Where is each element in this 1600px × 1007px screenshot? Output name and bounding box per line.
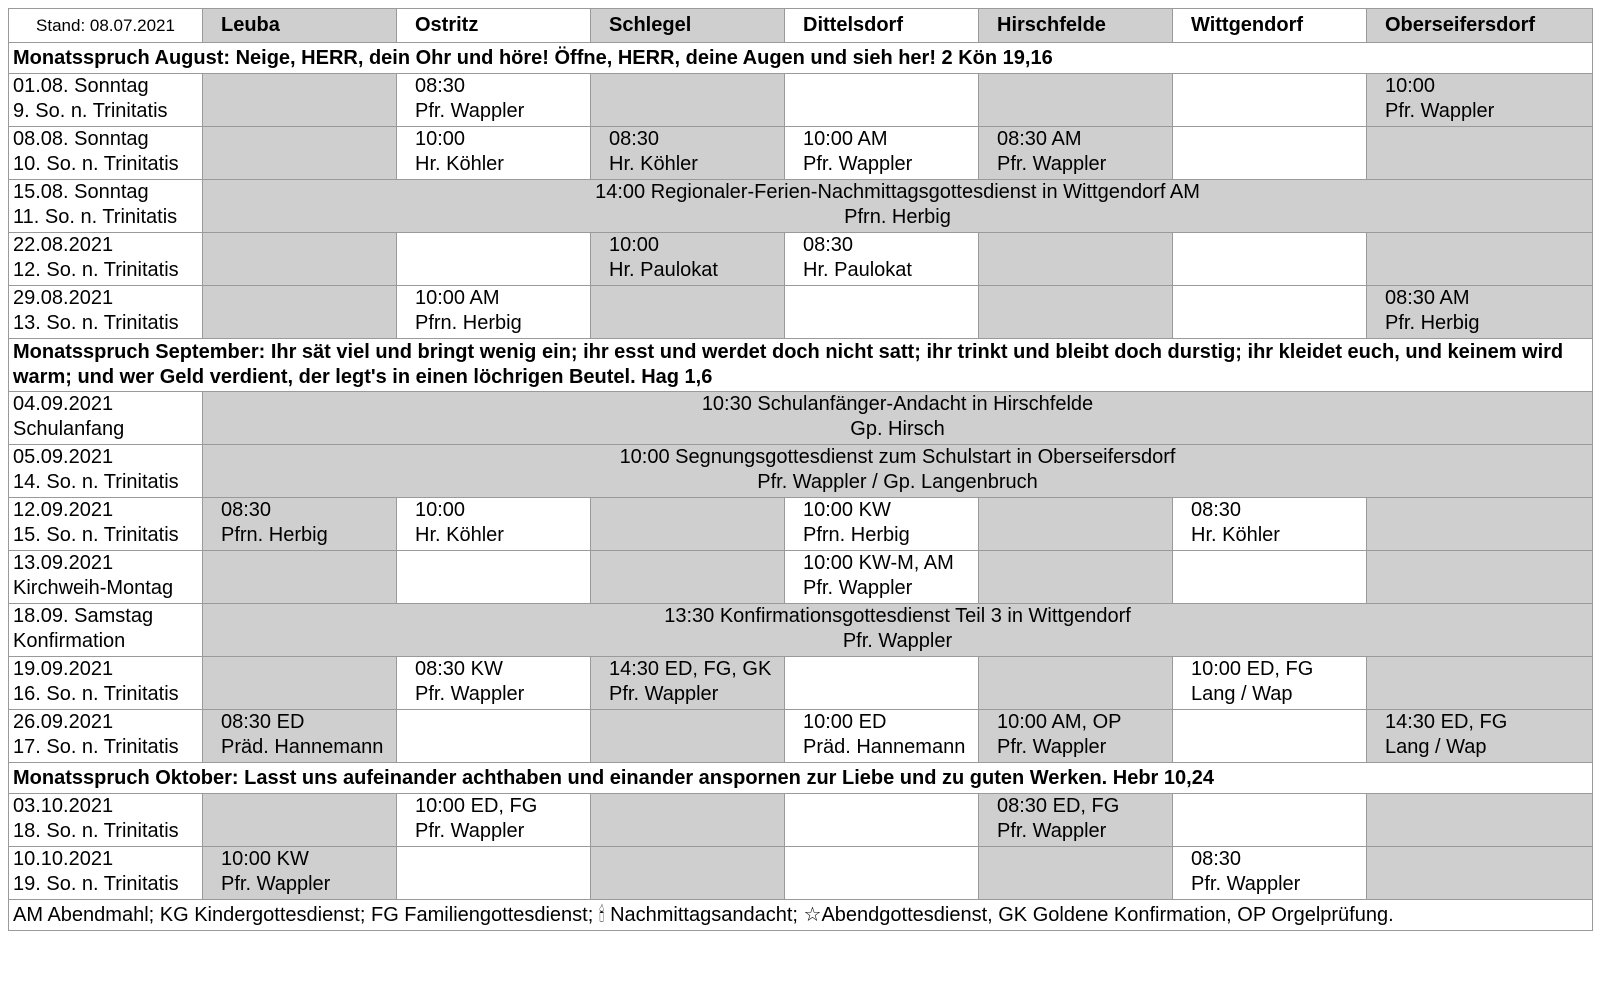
monthly-verse-row bbox=[9, 43, 1593, 74]
service-cell bbox=[785, 74, 979, 127]
preacher: Pfr. Wappler bbox=[1385, 100, 1495, 122]
service-cell bbox=[785, 657, 979, 710]
service-cell bbox=[397, 498, 591, 551]
monthly-verse-row bbox=[9, 763, 1593, 794]
service-cell bbox=[397, 710, 591, 763]
service-cell bbox=[785, 551, 979, 604]
service-cell bbox=[1367, 551, 1593, 604]
service-cell bbox=[1173, 794, 1367, 847]
service-cell bbox=[1367, 127, 1593, 180]
schedule-row bbox=[9, 710, 1593, 763]
service-cell bbox=[979, 286, 1173, 339]
preacher: Pfr. Wappler bbox=[842, 630, 953, 652]
service-cell bbox=[203, 286, 397, 339]
preacher: Präd. Hannemann bbox=[221, 736, 384, 758]
service-schedule-table bbox=[8, 8, 1593, 931]
service-time: 08:30 AM bbox=[997, 128, 1082, 150]
date-cell bbox=[9, 233, 203, 286]
schedule-document bbox=[8, 8, 1592, 931]
service-cell bbox=[203, 657, 397, 710]
service-date: 03.10.2021 bbox=[13, 795, 114, 817]
service-cell bbox=[397, 847, 591, 900]
joint-service-cell bbox=[203, 604, 1593, 657]
preacher: Pfrn. Herbig bbox=[803, 524, 910, 546]
location-header: Hirschfelde bbox=[979, 9, 1173, 43]
service-time: 10:00 bbox=[415, 128, 466, 150]
service-cell bbox=[979, 127, 1173, 180]
service-cell bbox=[203, 710, 397, 763]
service-date: 15.08. Sonntag bbox=[13, 181, 149, 203]
preacher: Pfrn. Herbig bbox=[844, 206, 951, 228]
service-cell bbox=[979, 794, 1173, 847]
service-cell bbox=[1367, 847, 1593, 900]
service-cell bbox=[979, 74, 1173, 127]
service-time: 10:00 ED, FG bbox=[415, 795, 538, 817]
preacher: Pfrn. Herbig bbox=[415, 312, 522, 334]
service-cell bbox=[203, 847, 397, 900]
liturgical-day: 14. So. n. Trinitatis bbox=[13, 471, 179, 493]
preacher: Pfr. Wappler bbox=[997, 153, 1107, 175]
joint-service-cell bbox=[203, 180, 1593, 233]
service-cell bbox=[1367, 710, 1593, 763]
service-time: 08:30 AM bbox=[1385, 287, 1470, 309]
service-cell bbox=[785, 847, 979, 900]
header-row bbox=[9, 9, 1593, 43]
service-time: 10:00 AM bbox=[415, 287, 500, 309]
liturgical-day: 19. So. n. Trinitatis bbox=[13, 873, 179, 895]
service-cell bbox=[785, 127, 979, 180]
location-header: Ostritz bbox=[397, 9, 591, 43]
service-cell bbox=[1173, 74, 1367, 127]
date-cell bbox=[9, 74, 203, 127]
joint-service-cell bbox=[203, 392, 1593, 445]
service-time: 10:00 ED bbox=[803, 711, 887, 733]
location-header: Oberseifersdorf bbox=[1367, 9, 1593, 43]
service-cell bbox=[397, 127, 591, 180]
schedule-row-joint-service bbox=[9, 180, 1593, 233]
service-cell bbox=[1173, 710, 1367, 763]
service-cell bbox=[203, 74, 397, 127]
service-cell bbox=[397, 74, 591, 127]
service-time: 10:00 bbox=[609, 234, 660, 256]
liturgical-day: 15. So. n. Trinitatis bbox=[13, 524, 179, 546]
preacher: Hr. Paulokat bbox=[609, 259, 718, 281]
service-date: 08.08. Sonntag bbox=[13, 128, 149, 150]
stand-date: Stand: 08.07.2021 bbox=[9, 9, 203, 43]
preacher: Pfr. Wappler bbox=[415, 100, 525, 122]
date-cell bbox=[9, 794, 203, 847]
monthly-verse-oktober: Monatsspruch Oktober: Lasst uns aufeinander achthaben und einander anspornen zur Liebe und zu guten Werken. Hebr 10,24 bbox=[9, 763, 1593, 794]
service-title: 14:00 Regionaler-Ferien-Nachmittagsgottesdienst in Wittgendorf AM bbox=[595, 181, 1200, 203]
service-time: 08:30 bbox=[1191, 499, 1242, 521]
service-cell bbox=[203, 551, 397, 604]
service-cell bbox=[1367, 286, 1593, 339]
service-cell bbox=[785, 286, 979, 339]
service-cell bbox=[785, 498, 979, 551]
schedule-row bbox=[9, 233, 1593, 286]
service-date: 01.08. Sonntag bbox=[13, 75, 149, 97]
service-time: 08:30 bbox=[221, 499, 272, 521]
date-cell bbox=[9, 127, 203, 180]
service-time: 10:00 bbox=[415, 499, 466, 521]
service-time: 10:00 KW-M, AM bbox=[803, 552, 954, 574]
preacher: Pfr. Wappler bbox=[415, 683, 525, 705]
location-header: Dittelsdorf bbox=[785, 9, 979, 43]
service-time: 08:30 ED bbox=[221, 711, 305, 733]
service-date: 10.10.2021 bbox=[13, 848, 114, 870]
service-date: 19.09.2021 bbox=[13, 658, 114, 680]
preacher: Pfr. Wappler bbox=[609, 683, 719, 705]
service-date: 12.09.2021 bbox=[13, 499, 114, 521]
service-cell bbox=[397, 286, 591, 339]
service-cell bbox=[979, 657, 1173, 710]
service-date: 22.08.2021 bbox=[13, 234, 114, 256]
service-title: 10:00 Segnungsgottesdienst zum Schulstart in Oberseifersdorf bbox=[619, 446, 1176, 468]
service-date: 04.09.2021 bbox=[13, 393, 114, 415]
liturgical-day: 12. So. n. Trinitatis bbox=[13, 259, 179, 281]
service-cell bbox=[1367, 794, 1593, 847]
liturgical-day: 9. So. n. Trinitatis bbox=[13, 100, 168, 122]
service-cell bbox=[591, 498, 785, 551]
service-cell bbox=[591, 847, 785, 900]
service-cell bbox=[1173, 498, 1367, 551]
service-time: 08:30 bbox=[1191, 848, 1242, 870]
service-cell bbox=[397, 551, 591, 604]
preacher: Pfr. Wappler bbox=[221, 873, 331, 895]
liturgical-day: Schulanfang bbox=[13, 418, 125, 440]
preacher: Pfr. Wappler bbox=[997, 736, 1107, 758]
date-cell bbox=[9, 551, 203, 604]
service-time: 08:30 ED, FG bbox=[997, 795, 1120, 817]
service-time: 10:00 bbox=[1385, 75, 1436, 97]
service-cell bbox=[979, 847, 1173, 900]
monthly-verse-september: Monatsspruch September: Ihr sät viel und bringt wenig ein; ihr esst und werdet doch nicht satt; ihr trinkt und bleibt doch durstig; ihr kleidet euch, und keinem wird warm; und wer Geld verdient, der legt's in einen löchrigen Beutel. Hag 1,6 bbox=[9, 339, 1593, 392]
preacher: Hr. Köhler bbox=[1191, 524, 1280, 546]
preacher: Lang / Wap bbox=[1191, 683, 1293, 705]
date-cell bbox=[9, 657, 203, 710]
liturgical-day: 11. So. n. Trinitatis bbox=[13, 206, 178, 228]
service-time: 10:00 KW bbox=[221, 848, 309, 870]
service-time: 10:00 ED, FG bbox=[1191, 658, 1314, 680]
service-time: 08:30 bbox=[803, 234, 854, 256]
service-cell bbox=[979, 498, 1173, 551]
service-date: 13.09.2021 bbox=[13, 552, 114, 574]
service-title: 10:30 Schulanfänger-Andacht in Hirschfelde bbox=[701, 393, 1094, 415]
service-cell bbox=[591, 127, 785, 180]
service-time: 08:30 bbox=[609, 128, 660, 150]
preacher: Hr. Köhler bbox=[609, 153, 698, 175]
service-cell bbox=[397, 233, 591, 286]
preacher: Hr. Köhler bbox=[415, 153, 504, 175]
joint-service-cell bbox=[203, 445, 1593, 498]
service-cell bbox=[1367, 657, 1593, 710]
liturgical-day: Konfirmation bbox=[13, 630, 126, 652]
service-cell bbox=[1367, 233, 1593, 286]
service-time: 08:30 KW bbox=[415, 658, 503, 680]
date-cell bbox=[9, 604, 203, 657]
schedule-row-joint-service bbox=[9, 392, 1593, 445]
monthly-verse-row bbox=[9, 339, 1593, 392]
preacher: Pfr. Wappler bbox=[415, 820, 525, 842]
preacher: Pfr. Wappler bbox=[997, 820, 1107, 842]
service-cell bbox=[979, 710, 1173, 763]
service-cell bbox=[1173, 127, 1367, 180]
liturgical-day: 17. So. n. Trinitatis bbox=[13, 736, 179, 758]
location-header: Schlegel bbox=[591, 9, 785, 43]
service-cell bbox=[785, 233, 979, 286]
schedule-row-joint-service bbox=[9, 604, 1593, 657]
preacher: Pfrn. Herbig bbox=[221, 524, 328, 546]
preacher: Pfr. Wappler bbox=[803, 577, 913, 599]
service-cell bbox=[979, 551, 1173, 604]
service-cell bbox=[591, 551, 785, 604]
date-cell bbox=[9, 286, 203, 339]
service-cell bbox=[397, 657, 591, 710]
service-cell bbox=[203, 127, 397, 180]
service-time: 08:30 bbox=[415, 75, 466, 97]
service-cell bbox=[1173, 657, 1367, 710]
service-cell bbox=[591, 74, 785, 127]
date-cell bbox=[9, 498, 203, 551]
preacher: Hr. Paulokat bbox=[803, 259, 912, 281]
service-time: 10:00 KW bbox=[803, 499, 891, 521]
service-cell bbox=[203, 498, 397, 551]
service-time: 14:30 ED, FG bbox=[1385, 711, 1508, 733]
service-cell bbox=[1173, 233, 1367, 286]
preacher: Pfr. Herbig bbox=[1385, 312, 1480, 334]
date-cell bbox=[9, 445, 203, 498]
schedule-row bbox=[9, 847, 1593, 900]
service-cell bbox=[591, 233, 785, 286]
service-date: 05.09.2021 bbox=[13, 446, 114, 468]
service-cell bbox=[591, 710, 785, 763]
schedule-row bbox=[9, 286, 1593, 339]
service-cell bbox=[203, 233, 397, 286]
service-date: 26.09.2021 bbox=[13, 711, 114, 733]
location-header: Leuba bbox=[203, 9, 397, 43]
legend-row bbox=[9, 900, 1593, 931]
preacher: Pfr. Wappler bbox=[1191, 873, 1301, 895]
service-cell bbox=[1367, 498, 1593, 551]
schedule-row bbox=[9, 74, 1593, 127]
service-cell bbox=[1367, 74, 1593, 127]
service-cell bbox=[591, 657, 785, 710]
liturgical-day: 16. So. n. Trinitatis bbox=[13, 683, 179, 705]
preacher: Hr. Köhler bbox=[415, 524, 504, 546]
schedule-row bbox=[9, 657, 1593, 710]
preacher: Gp. Hirsch bbox=[850, 418, 945, 440]
date-cell bbox=[9, 180, 203, 233]
service-cell bbox=[785, 794, 979, 847]
service-cell bbox=[1173, 286, 1367, 339]
service-title: 13:30 Konfirmationsgottesdienst Teil 3 in Wittgendorf bbox=[664, 605, 1131, 627]
service-cell bbox=[397, 794, 591, 847]
service-cell bbox=[1173, 551, 1367, 604]
service-time: 10:00 AM bbox=[803, 128, 888, 150]
service-cell bbox=[1173, 847, 1367, 900]
service-date: 18.09. Samstag bbox=[13, 605, 154, 627]
service-date: 29.08.2021 bbox=[13, 287, 114, 309]
location-header: Wittgendorf bbox=[1173, 9, 1367, 43]
liturgical-day: 13. So. n. Trinitatis bbox=[13, 312, 179, 334]
date-cell bbox=[9, 392, 203, 445]
preacher: Präd. Hannemann bbox=[803, 736, 966, 758]
service-cell bbox=[591, 286, 785, 339]
liturgical-day: Kirchweih-Montag bbox=[13, 577, 174, 599]
liturgical-day: 10. So. n. Trinitatis bbox=[13, 153, 179, 175]
schedule-row bbox=[9, 551, 1593, 604]
service-time: 10:00 AM, OP bbox=[997, 711, 1122, 733]
service-cell bbox=[591, 794, 785, 847]
schedule-row bbox=[9, 127, 1593, 180]
preacher: Pfr. Wappler / Gp. Langenbruch bbox=[757, 471, 1038, 493]
monthly-verse-august: Monatsspruch August: Neige, HERR, dein Ohr und höre! Öffne, HERR, deine Augen und sieh her! 2 Kön 19,16 bbox=[9, 43, 1593, 74]
date-cell bbox=[9, 710, 203, 763]
service-cell bbox=[203, 794, 397, 847]
schedule-row bbox=[9, 498, 1593, 551]
abbreviation-legend: AM Abendmahl; KG Kindergottesdienst; FG Familiengottesdienst; 🕯 Nachmittagsandacht; ☆Abendgottesdienst, GK Goldene Konfirmation, OP Orgelprüfung. bbox=[9, 900, 1593, 931]
service-cell bbox=[785, 710, 979, 763]
liturgical-day: 18. So. n. Trinitatis bbox=[13, 820, 179, 842]
date-cell bbox=[9, 847, 203, 900]
schedule-row bbox=[9, 794, 1593, 847]
service-time: 14:30 ED, FG, GK bbox=[609, 658, 772, 680]
schedule-row-joint-service bbox=[9, 445, 1593, 498]
service-cell bbox=[979, 233, 1173, 286]
preacher: Pfr. Wappler bbox=[803, 153, 913, 175]
preacher: Lang / Wap bbox=[1385, 736, 1487, 758]
